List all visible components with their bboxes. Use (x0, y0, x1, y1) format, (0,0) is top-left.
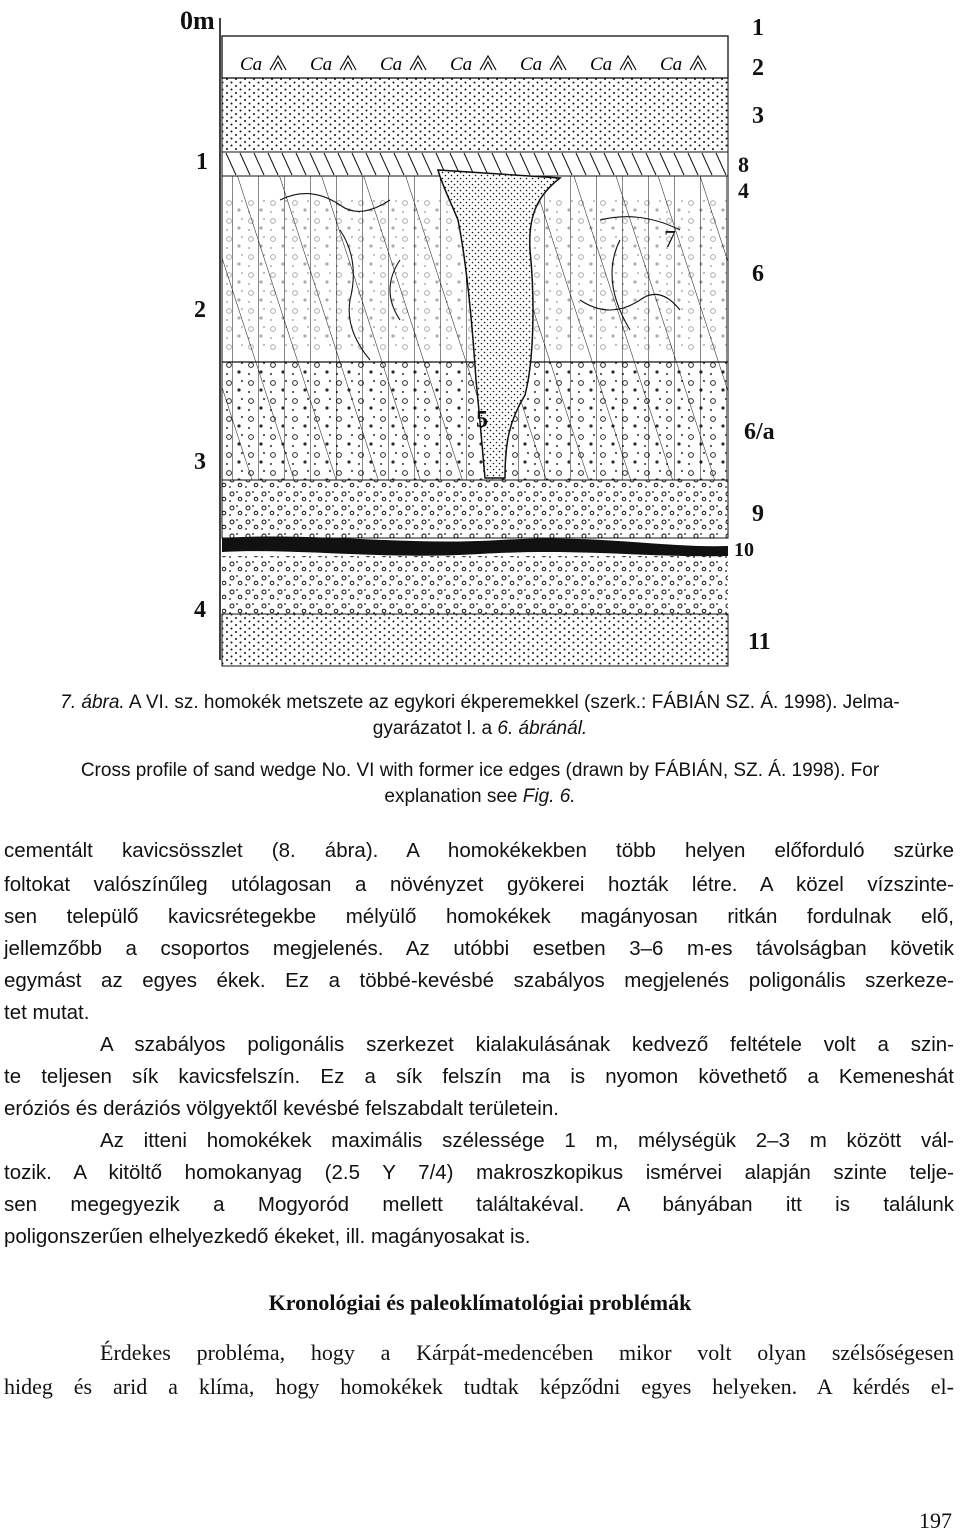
caption-en-text-2: explanation see (384, 786, 523, 807)
layer-label-6a: 6/a (744, 419, 775, 445)
ca-triangle-mark (550, 56, 566, 70)
depth-label-3: 3 (194, 449, 206, 475)
ca-symbols (240, 54, 706, 75)
body-p1-line-2: foltokat valószínűleg utólagosan a növényzet gyökerei hozták létre. A közel vízszinte- (4, 873, 954, 896)
ca-triangle-mark (270, 56, 286, 70)
ca-triangle-mark (340, 56, 356, 70)
ca-symbol: Ca (380, 54, 403, 75)
depth-label-4: 4 (194, 597, 206, 623)
body-p3-line-3: sen megegyezik a Mogyoród mellett találtakéval. A bányában itt is találunk (4, 1193, 954, 1216)
layer-2 (222, 78, 728, 152)
layer-10-gravel (222, 556, 728, 614)
layer-label-4: 4 (738, 178, 749, 203)
ca-symbol: Ca (590, 54, 613, 75)
body-p3-line-4: poligonszerűen elhelyezkedő ékeket, ill. magányosakat is. (4, 1225, 531, 1248)
body-p1-line-6: tet mutat. (4, 1001, 90, 1024)
layer-label-2: 2 (752, 55, 764, 81)
body-p4-line-2: hideg és arid a klíma, hogy homokékek tudtak képződni egyes helyeken. A kérdés el- (4, 1374, 954, 1399)
caption-en-line-1: Cross profile of sand wedge No. VI with former ice edges (drawn by FÁBIÁN, SZ. Á. 1998). For (80, 760, 880, 781)
ca-triangle-mark (620, 56, 636, 70)
ca-symbol: Ca (310, 54, 333, 75)
layer-10 (222, 536, 728, 556)
layer-label-1: 1 (752, 15, 764, 41)
caption-en-line-2 (0, 784, 960, 810)
ice-edge-label-7: 7 (664, 227, 676, 253)
caption-hu-ref: 6. ábránál. (497, 718, 588, 739)
ca-symbol: Ca (450, 54, 473, 75)
layer-11 (222, 614, 728, 666)
body-p2-line-3: eróziós és deráziós völgyektől kevésbé felszabdalt területein. (4, 1097, 559, 1120)
ca-symbol: Ca (660, 54, 683, 75)
layer-label-9: 9 (752, 501, 764, 527)
cross-profile-figure (180, 0, 800, 680)
ca-triangle-mark (480, 56, 496, 70)
body-p4-line-1: Érdekes probléma, hogy a Kárpát-medencében mikor volt olyan szélsőségesen (100, 1340, 954, 1365)
layer-label-3: 3 (752, 103, 764, 129)
body-p2-line-2: te teljesen sík kavicsfelszín. Ez a sík felszín ma is nyomon követhető a Kemeneshát (4, 1065, 954, 1088)
layer-9 (222, 480, 728, 538)
body-p3-line-2: tozik. A kitöltő homokanyag (2.5 Y 7/4) makroszkopikus ismérvei alapján szinte telje- (4, 1161, 954, 1184)
layer-label-11: 11 (748, 629, 771, 655)
ca-symbol: Ca (240, 54, 263, 75)
body-p1-line-3: sen települő kavicsrétegekbe mélyülő homokékek magányosan ritkán fordulnak elő, (4, 905, 954, 928)
cross-profile-drawing (180, 0, 800, 680)
body-p3-line-1: Az itteni homokékek maximális szélessége 1 m, mélységük 2–3 m között vál- (100, 1129, 954, 1152)
body-p1-line-1: cementált kavicsösszlet (8. ábra). A homokékekben több helyen előforduló szürke (4, 839, 954, 862)
caption-hu-text-2: gyarázatot l. a (372, 718, 498, 739)
caption-hu-line-2 (0, 716, 960, 742)
depth-label-2: 2 (194, 297, 206, 323)
layer-label-8: 8 (738, 152, 749, 177)
page-number: 197 (919, 1508, 952, 1533)
ca-triangle-mark (690, 56, 706, 70)
caption-figure-number: 7. ábra. (60, 692, 125, 713)
caption-hu-line-1 (0, 690, 960, 716)
layer-1 (222, 36, 728, 78)
depth-label-0m: 0m (180, 6, 215, 35)
ca-symbol: Ca (520, 54, 543, 75)
caption-hu-text-1: A VI. sz. homokék metszete az egykori ékperemekkel (szerk.: FÁBIÁN SZ. Á. 1998). Jelma- (124, 692, 900, 713)
body-p1-line-4: jellemzőbb a csoportos megjelenés. Az utóbbi esetben 3–6 m-es távolságban követik (4, 937, 954, 960)
layer-label-6: 6 (752, 261, 764, 287)
wedge-label-5: 5 (476, 407, 488, 433)
layer-label-10: 10 (734, 539, 754, 561)
body-p2-line-1: A szabályos poligonális szerkezet kialakulásának kedvező feltétele volt a szin- (100, 1033, 954, 1056)
body-p1-line-5: egymást az egyes ékek. Ez a többé-kevésbé szabályos megjelenés poligonális szerkeze- (4, 969, 954, 992)
layer-6a (222, 362, 728, 480)
caption-en-ref: Fig. 6. (522, 786, 576, 807)
depth-label-1: 1 (196, 149, 208, 175)
section-heading: Kronológiai és paleoklímatológiai problémák (268, 1290, 692, 1315)
ca-triangle-mark (410, 56, 426, 70)
